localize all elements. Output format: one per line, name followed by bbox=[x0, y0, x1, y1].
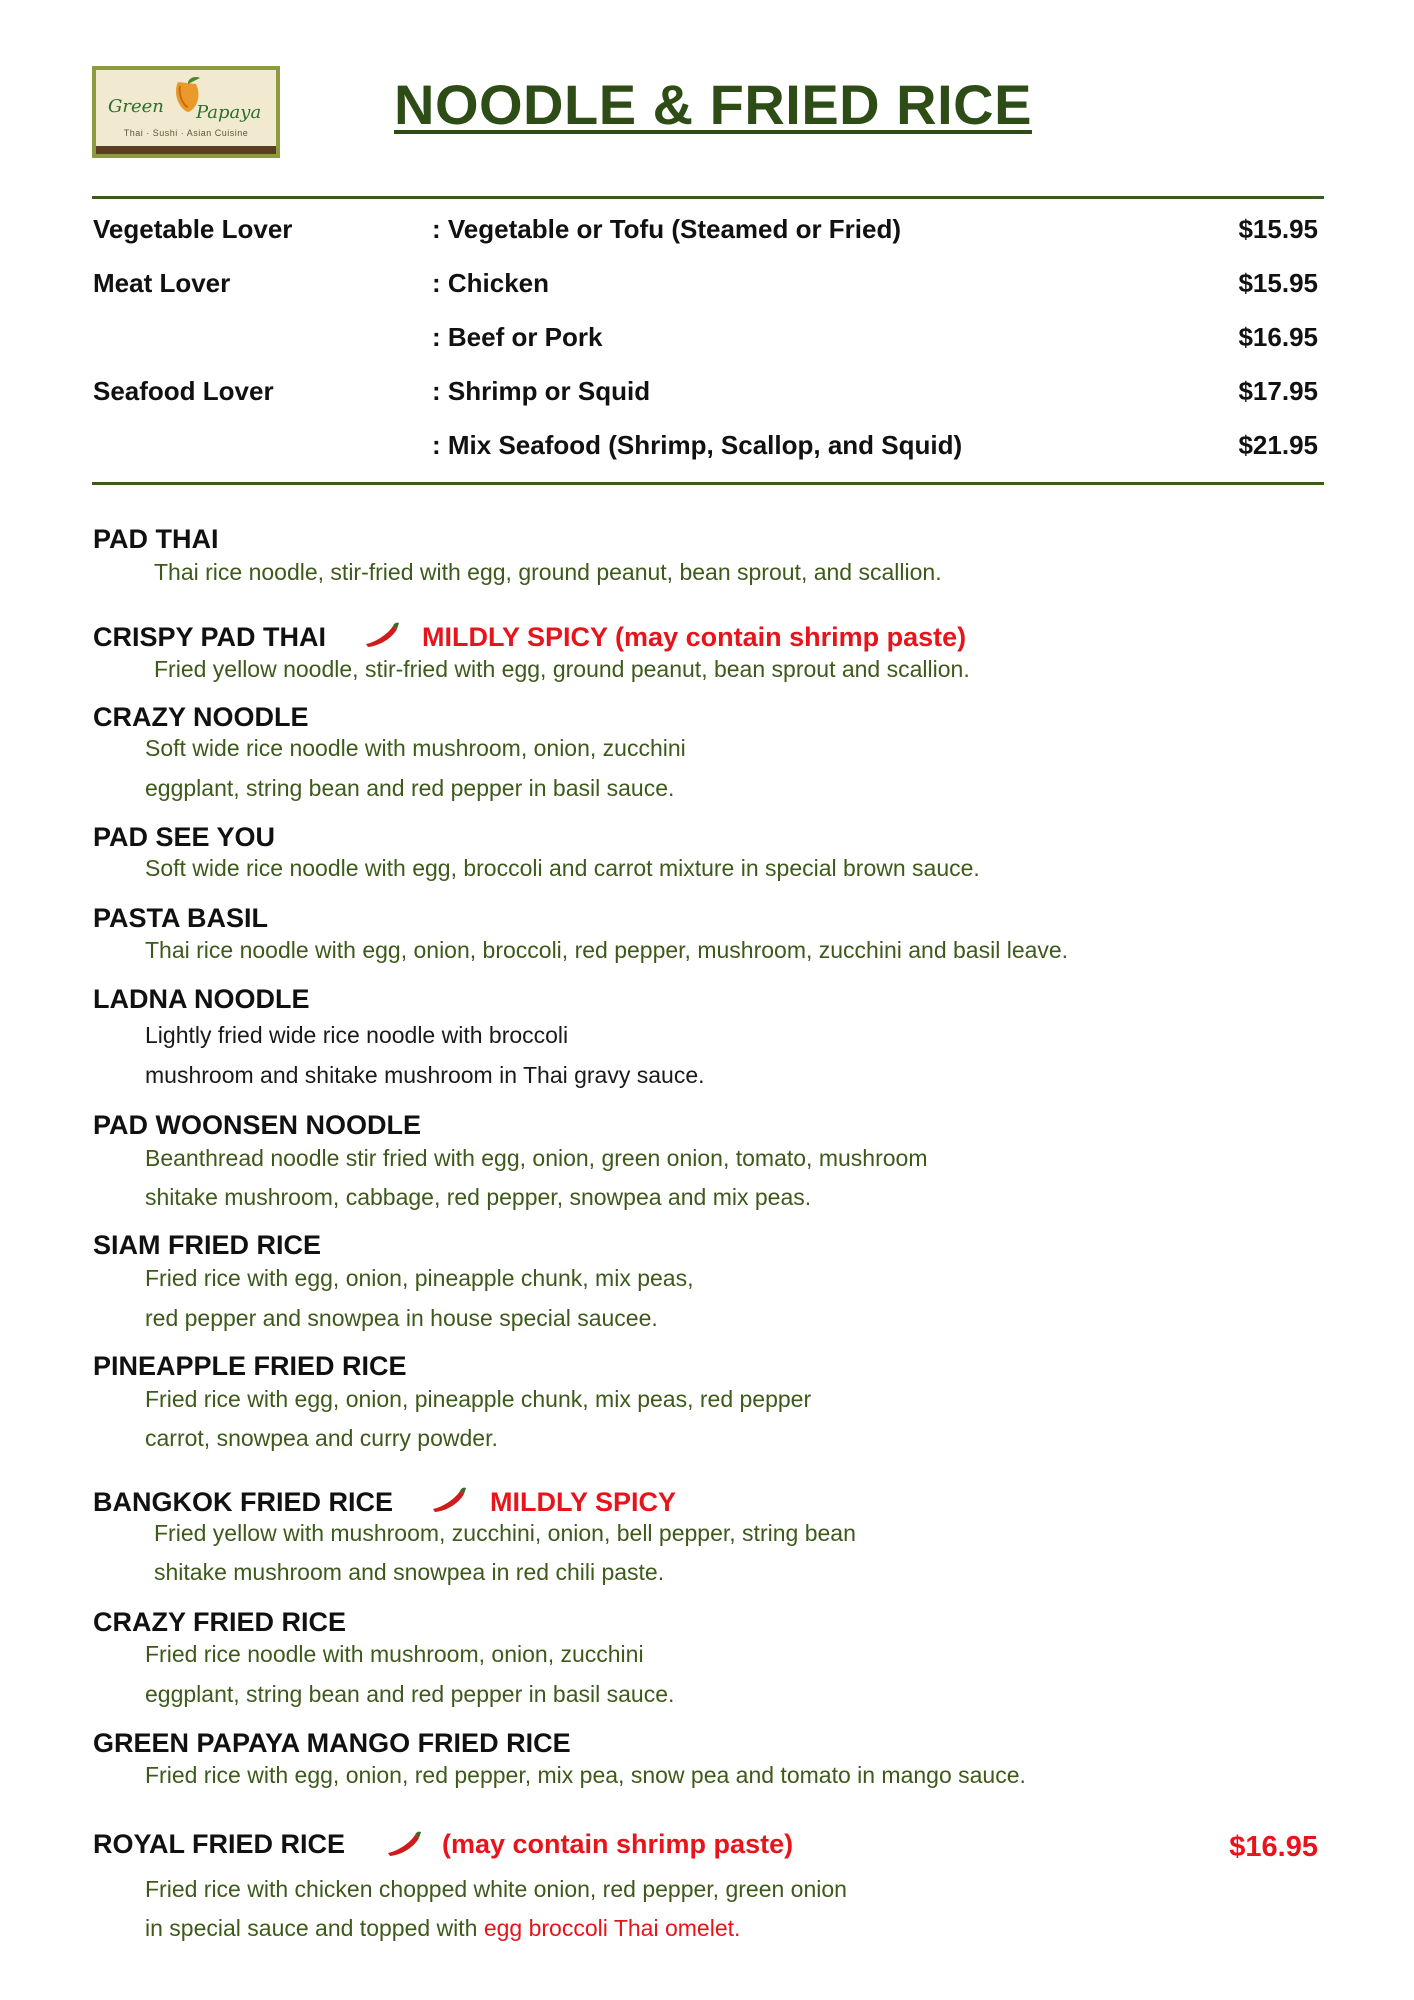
menu-item-desc: Thai rice noodle with egg, onion, broccoli, red pepper, mushroom, zucchini and basil leave. bbox=[145, 937, 1069, 963]
menu-item-desc: red pepper and snowpea in house special saucee. bbox=[145, 1305, 658, 1331]
menu-item-desc: Fried rice with egg, onion, pineapple chunk, mix peas, bbox=[145, 1265, 694, 1291]
page-title: NOODLE & FRIED RICE bbox=[394, 73, 1032, 136]
menu-item-desc: Soft wide rice noodle with egg, broccoli and carrot mixture in special brown sauce. bbox=[145, 855, 980, 881]
price-category: Meat Lover bbox=[93, 268, 231, 298]
menu-item-desc: Fried rice noodle with mushroom, onion, zucchini bbox=[145, 1641, 644, 1667]
price-option: : Beef or Pork bbox=[432, 322, 603, 352]
omelet-highlight: egg broccoli Thai omelet bbox=[483, 1915, 735, 1941]
menu-item-desc: Thai rice noodle, stir-fried with egg, ground peanut, bean sprout, and scallion. bbox=[154, 559, 942, 585]
menu-item-desc: Soft wide rice noodle with mushroom, onion, zucchini bbox=[145, 735, 686, 761]
spicy-note: MILDLY SPICY bbox=[490, 1487, 677, 1517]
menu-item-name: BANGKOK FRIED RICE bbox=[93, 1487, 394, 1517]
price-option: : Shrimp or Squid bbox=[432, 376, 651, 406]
desc-period: . bbox=[734, 1915, 741, 1941]
menu-item-desc: Fried yellow noodle, stir-fried with egg, ground peanut, bean sprout and scallion. bbox=[154, 656, 970, 682]
menu-item-desc: Fried rice with chicken chopped white onion, red pepper, green onion bbox=[145, 1876, 847, 1902]
menu-item-name: CRAZY NOODLE bbox=[93, 702, 309, 732]
shrimp-paste-note: (may contain shrimp paste) bbox=[442, 1829, 794, 1859]
menu-item-name: PASTA BASIL bbox=[93, 903, 268, 933]
royal-fried-rice-price: $16.95 bbox=[1229, 1831, 1318, 1863]
menu-item-desc: shitake mushroom, cabbage, red pepper, snowpea and mix peas. bbox=[145, 1184, 812, 1210]
menu-item-name: PAD WOONSEN NOODLE bbox=[93, 1110, 422, 1140]
menu-item-desc: eggplant, string bean and red pepper in basil sauce. bbox=[145, 1681, 675, 1707]
menu-item-desc: Fried yellow with mushroom, zucchini, onion, bell pepper, string bean bbox=[154, 1520, 856, 1546]
price-value: $15.95 bbox=[1238, 214, 1318, 244]
price-value: $21.95 bbox=[1238, 430, 1318, 460]
price-category: Seafood Lover bbox=[93, 376, 274, 406]
bottom-divider bbox=[92, 482, 1324, 485]
menu-item-desc: mushroom and shitake mushroom in Thai gravy sauce. bbox=[145, 1062, 705, 1088]
desc-text: in special sauce and topped with bbox=[145, 1915, 484, 1941]
menu-item-desc: shitake mushroom and snowpea in red chili paste. bbox=[154, 1559, 665, 1585]
chili-pepper-icon bbox=[362, 620, 402, 648]
menu-item-desc: carrot, snowpea and curry powder. bbox=[145, 1425, 498, 1451]
green-papaya-logo bbox=[92, 66, 280, 158]
logo-word-papaya: Papaya bbox=[196, 102, 262, 123]
menu-item-name: GREEN PAPAYA MANGO FRIED RICE bbox=[93, 1728, 571, 1758]
logo-tagline: Thai · Sushi · Asian Cuisine bbox=[123, 128, 249, 138]
menu-item-name: PAD SEE YOU bbox=[93, 822, 276, 852]
price-value: $15.95 bbox=[1238, 268, 1318, 298]
menu-item-desc: Beanthread noodle stir fried with egg, onion, green onion, tomato, mushroom bbox=[145, 1145, 928, 1171]
menu-item-name: PINEAPPLE FRIED RICE bbox=[93, 1351, 407, 1381]
menu-item-name: ROYAL FRIED RICE bbox=[93, 1829, 346, 1859]
menu-item-name: SIAM FRIED RICE bbox=[93, 1230, 322, 1260]
menu-item-desc: Fried rice with egg, onion, pineapple chunk, mix peas, red pepper bbox=[145, 1386, 812, 1412]
top-divider bbox=[92, 196, 1324, 199]
menu-item-name: LADNA NOODLE bbox=[93, 984, 310, 1014]
price-value: $17.95 bbox=[1238, 376, 1318, 406]
menu-item-desc-line bbox=[145, 1915, 740, 1942]
menu-item-desc: eggplant, string bean and red pepper in basil sauce. bbox=[145, 775, 675, 801]
chili-pepper-icon bbox=[429, 1485, 469, 1513]
menu-item-name: CRISPY PAD THAI bbox=[93, 622, 327, 652]
price-option: : Vegetable or Tofu (Steamed or Fried) bbox=[432, 214, 902, 244]
menu-item-name: PAD THAI bbox=[93, 524, 219, 554]
price-category: Vegetable Lover bbox=[93, 214, 293, 244]
chili-pepper-icon bbox=[384, 1829, 424, 1857]
price-option: : Chicken bbox=[432, 268, 550, 298]
logo-word-green: Green bbox=[108, 96, 164, 117]
price-option: : Mix Seafood (Shrimp, Scallop, and Squid) bbox=[432, 430, 963, 460]
menu-item-name: CRAZY FRIED RICE bbox=[93, 1607, 347, 1637]
spicy-note: MILDLY SPICY (may contain shrimp paste) bbox=[422, 622, 967, 652]
price-value: $16.95 bbox=[1238, 322, 1318, 352]
menu-item-desc: Fried rice with egg, onion, red pepper, mix pea, snow pea and tomato in mango sauce. bbox=[145, 1762, 1026, 1788]
menu-item-desc: Lightly fried wide rice noodle with broccoli bbox=[145, 1022, 569, 1048]
